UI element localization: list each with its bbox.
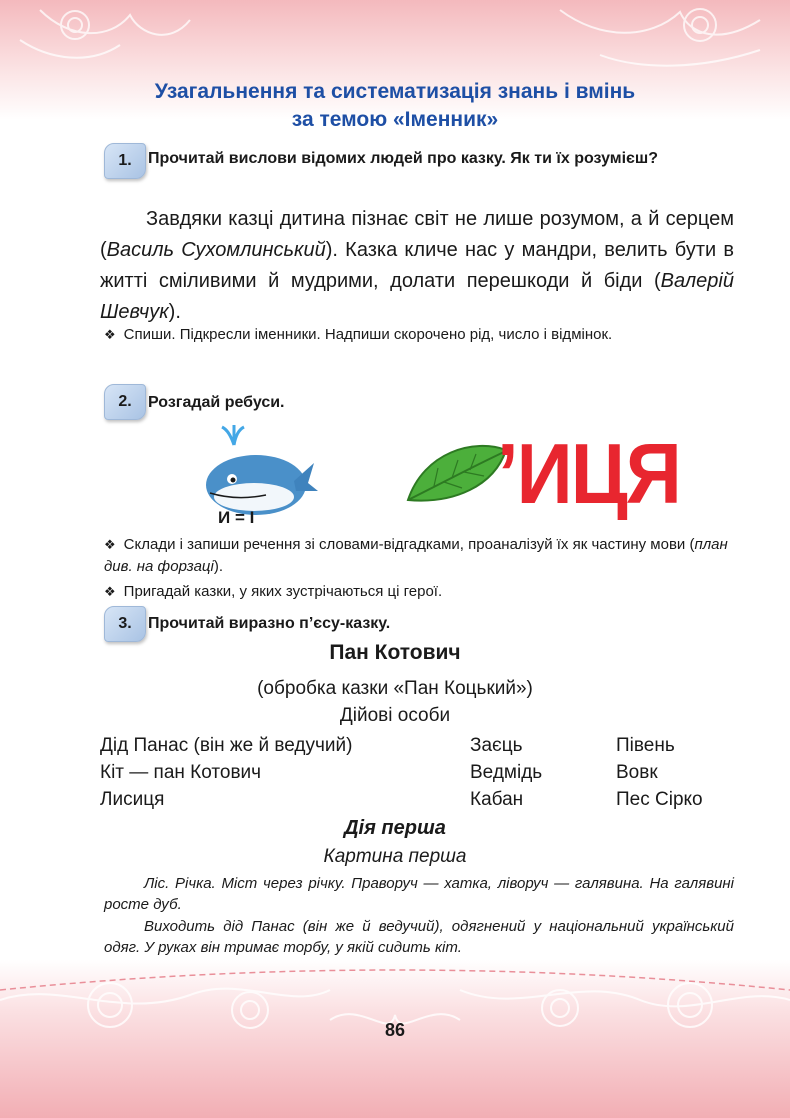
scene-heading: Картина перша <box>323 846 467 867</box>
rebus-2-text: ’ИЦЯ <box>497 425 680 522</box>
play-subtitle: (обробка казки «Пан Коцький») <box>257 678 533 699</box>
cast-column-3 <box>616 732 703 813</box>
cast-item: Пес Сірко <box>616 789 703 810</box>
title-line-2: за темою «Іменник» <box>291 108 499 131</box>
task-2-note-1: ❖ Склади і запиши речення зі словами-відгадками, проаналізуй їх як частину мови (план див. на форзаці). <box>104 536 728 575</box>
cast-item: Вовк <box>616 762 658 783</box>
diamond-bullet-icon: ❖ <box>104 584 116 599</box>
whale-picture <box>196 425 320 521</box>
task-2-badge: 2. <box>104 384 146 420</box>
task-1-text: Прочитай вислови відомих людей про казку. Як ти їх розумієш? <box>148 150 658 167</box>
task-2-note-2: ❖ Пригадай казки, у яких зустрічаються ці герої. <box>104 583 443 600</box>
cast-header: Дійові особи <box>339 705 451 726</box>
cast-item: Півень <box>616 735 675 756</box>
play-title: Пан Котович <box>329 641 461 664</box>
cast-item: Дід Панас (він же й ведучий) <box>100 735 353 756</box>
act-heading: Дія перша <box>344 817 446 839</box>
author-1: Василь Сухомлинський <box>106 239 326 261</box>
task-2-text: Розгадай ребуси. <box>148 394 285 411</box>
cast-item: Лисиця <box>100 789 165 810</box>
diamond-bullet-icon: ❖ <box>104 537 116 552</box>
stage-direction-1: Ліс. Річка. Міст через річку. Праворуч — хатка, ліворуч — галявина. На галявині росте дуб. <box>104 875 734 913</box>
task-3-badge: 3. <box>104 606 146 642</box>
author-2: Валерій Шевчук <box>100 270 734 323</box>
cast-item: Кабан <box>470 789 524 810</box>
page-number: 86 <box>384 1020 406 1040</box>
page-title <box>60 78 730 134</box>
cast-column-2 <box>470 732 542 813</box>
forzac-reference: план див. на форзаці <box>104 536 728 575</box>
task-3-text: Прочитай виразно п’єсу-казку. <box>148 615 391 632</box>
leaf-picture <box>404 442 508 506</box>
cast-item: Заєць <box>470 735 523 756</box>
task-1-note: ❖ Спиши. Підкресли іменники. Надпиши скорочено рід, число і відмінок. <box>104 326 613 343</box>
task-1-quote: Завдяки казці дитина пізнає світ не лише розумом, а й серцем (Василь Сухомлинський). Казка кличе нас у мандри, велить бути в житті сміливими й мудрими, долати перешкоди й біди (Валерій Шевчук). <box>100 208 735 323</box>
stage-direction-2: Виходить дід Панас (він же й ведучий), одягнений у національний український одяг. У руках він тримає торбу, у якій сидить кіт. <box>104 918 734 956</box>
title-line-1: Узагальнення та систематизація знань і вмінь <box>154 80 636 103</box>
cast-column-1 <box>100 732 352 813</box>
cast-item: Ведмідь <box>470 762 543 783</box>
rebus-1-caption: И = І <box>218 508 255 527</box>
task-1-badge: 1. <box>104 143 146 179</box>
diamond-bullet-icon: ❖ <box>104 327 116 342</box>
cast-item: Кіт — пан Котович <box>100 762 262 783</box>
